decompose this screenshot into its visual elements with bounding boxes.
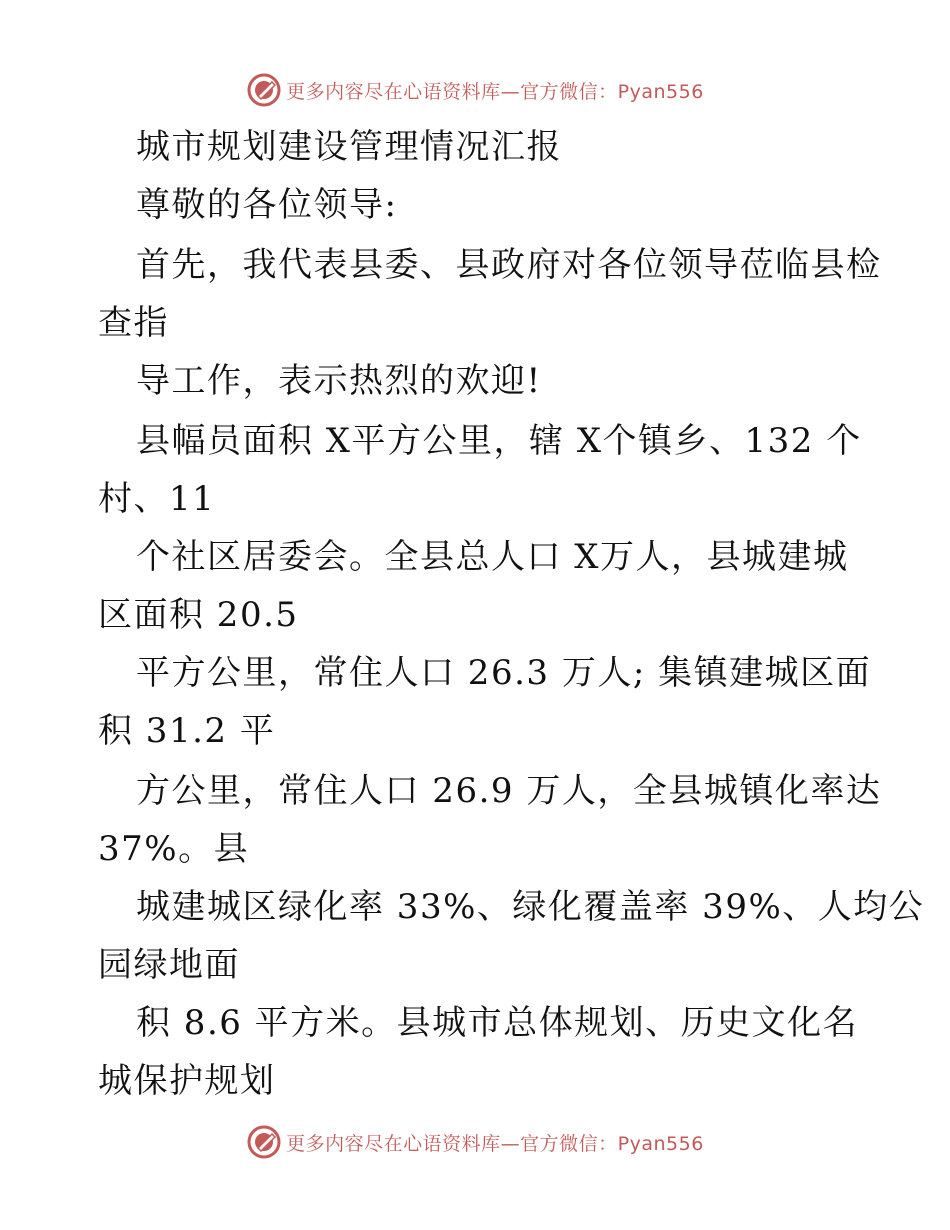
text-line: 积 31.2 平 [98, 711, 276, 751]
text-line: 37%。县 [98, 829, 250, 869]
text-line: 方公里，常住人口 26.9 万人，全县城镇化率达 [136, 771, 882, 811]
text-line: 首先，我代表县委、县政府对各位领导莅临县检 [136, 245, 882, 285]
text-line: 平方公里，常住人口 26.3 万人; 集镇建城区面 [136, 653, 872, 693]
text-line: 城保护规划 [98, 1061, 276, 1101]
logo-icon [246, 1124, 282, 1160]
watermark-text: 更多内容尽在心语资料库—官方微信：Pyan556 [286, 80, 704, 103]
text-line: 区面积 20.5 [98, 595, 299, 635]
text-line: 城建城区绿化率 33%、绿化覆盖率 39%、人均公 [136, 887, 925, 927]
document-title: 城市规划建设管理情况汇报 [136, 127, 562, 167]
text-line: 村、11 [98, 479, 216, 519]
text-line: 园绿地面 [98, 945, 240, 985]
text-line: 积 8.6 平方米。县城市总体规划、历史文化名 [136, 1003, 859, 1043]
salutation: 尊敬的各位领导: [136, 185, 398, 225]
text-line: 导工作，表示热烈的欢迎! [136, 361, 542, 401]
watermark-text: 更多内容尽在心语资料库—官方微信：Pyan556 [286, 1132, 704, 1155]
text-line: 查指 [98, 303, 169, 343]
watermark-footer [0, 1122, 950, 1162]
text-line: 县幅员面积 X平方公里，辖 X个镇乡、132 个 [136, 421, 862, 461]
text-line: 个社区居委会。全县总人口 X万人，县城建城 [136, 537, 849, 577]
